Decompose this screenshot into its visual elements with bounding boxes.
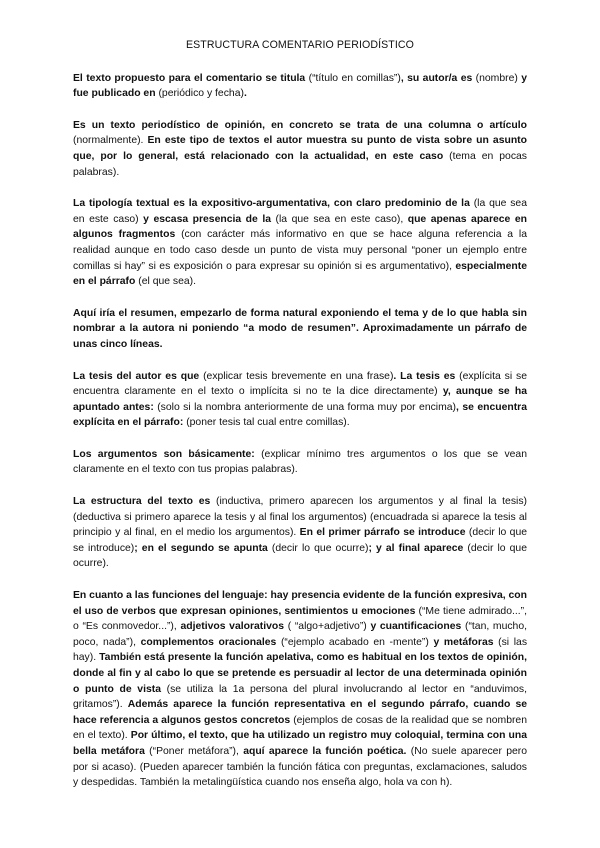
bold-text-run: . bbox=[243, 88, 247, 100]
text-run: (normalmente). bbox=[73, 135, 148, 147]
text-run: (periódico y fecha) bbox=[158, 88, 244, 100]
bold-text-run: En el primer párrafo se introduce bbox=[299, 527, 469, 539]
text-run: (si las hay). bbox=[73, 636, 528, 664]
paragraph-language-functions bbox=[73, 588, 527, 791]
bold-text-run: , su autor/a es bbox=[400, 72, 476, 84]
text-run: (explicar tesis brevemente en una frase) bbox=[203, 370, 394, 382]
bold-text-run: Los argumentos son básicamente: bbox=[73, 448, 262, 460]
text-run: (poner tesis tal cual entre comillas). bbox=[186, 417, 350, 429]
text-run: (No suele aparecer pero por si acaso). (Pueden aparecer también la función fática con preguntas, exclamaciones, saludos y despedidas. También la metalingüística cuando nos enseña algo, hola va con h). bbox=[73, 745, 528, 789]
bold-text-run: y cuantificaciones bbox=[370, 621, 465, 633]
text-run: (la que sea en este caso) bbox=[73, 198, 527, 225]
bold-text-run: La estructura del texto es bbox=[73, 496, 217, 508]
paragraph-summary bbox=[73, 306, 527, 353]
text-run: ( “algo+adjetivo”) bbox=[287, 621, 371, 633]
paragraph-intro bbox=[73, 71, 527, 102]
bold-text-run: En cuanto a las funciones del lenguaje: hay presencia evidente de la función expresiva, con el uso de verbos que expresan opiniones, sentimientos u emociones bbox=[73, 590, 527, 617]
text-run: (decir lo que ocurre) bbox=[271, 542, 369, 554]
bold-text-run: , se encuentra explícita en el párrafo: bbox=[73, 401, 527, 429]
bold-text-run: y metáforas bbox=[433, 636, 499, 648]
paragraph-arguments bbox=[73, 447, 527, 478]
bold-text-run: complementos oracionales bbox=[140, 636, 281, 648]
text-run: (explicar mínimo tres argumentos o los que se vean claramente en el texto con tus propias palabras). bbox=[73, 448, 527, 476]
bold-text-run: aquí aparece la función poética. bbox=[243, 745, 411, 757]
text-run: (tema en pocas palabras). bbox=[73, 150, 527, 178]
paragraph-typology bbox=[73, 196, 527, 290]
bold-text-run: que apenas aparece en algunos fragmentos bbox=[73, 213, 527, 241]
text-run: (ejemplos de cosas de la realidad que se nombren en el texto). bbox=[73, 714, 527, 742]
bold-text-run: Por último, el texto, que ha utilizado un registro muy coloquial, termina con una bella metáfora bbox=[73, 730, 527, 757]
text-run: (decir lo que ocurre). bbox=[73, 542, 527, 570]
bold-text-run: ; y al final aparece bbox=[368, 542, 468, 554]
paragraph-thesis bbox=[73, 369, 527, 431]
paragraph-genre bbox=[73, 118, 527, 180]
text-run: (la que sea en este caso), bbox=[275, 213, 408, 225]
text-run: (“ejemplo acabado en -mente”) bbox=[280, 636, 434, 648]
bold-text-run: ; en el segundo se apunta bbox=[134, 542, 272, 554]
bold-text-run: También está presente la función apelativa, como es habitual en los textos de opinión, donde al fin y al cabo lo que se pretende es persuadir al lector de una determinada opinión o punto de vista bbox=[73, 652, 527, 695]
bold-text-run: y escasa presencia de la bbox=[143, 213, 276, 225]
bold-text-run: y fue publicado en bbox=[73, 72, 527, 100]
document-body bbox=[73, 71, 527, 791]
text-run: (decir lo que se introduce) bbox=[73, 527, 527, 554]
bold-text-run: En este tipo de textos el autor muestra su punto de vista sobre un asunto que, por lo general, está relacionado con la actualidad, en este caso bbox=[73, 135, 527, 162]
text-run: (“Me tiene admirado...”, o “Es conmovedor...”), bbox=[73, 605, 527, 633]
text-run: (el que sea). bbox=[138, 276, 197, 288]
bold-text-run: adjetivos valorativos bbox=[180, 621, 288, 633]
bold-text-run: La tesis del autor es que bbox=[73, 370, 204, 382]
text-run: (inductiva, primero aparecen los argumentos y al final la tesis) (deductiva si primero aparece la tesis y al final los argumentos) (encuadrada si aparece la tesis al principio y al final, en el medio los argumentos). bbox=[73, 496, 527, 539]
text-run: (“tan, mucho, poco, nada”), bbox=[73, 621, 527, 648]
text-run: (explícita si se encuentra claramente en el texto o implícita si no te la dice directamente) bbox=[73, 370, 527, 398]
text-run: (“título en comillas”) bbox=[308, 72, 401, 84]
bold-text-run: especialmente en el párrafo bbox=[73, 260, 527, 288]
paragraph-structure bbox=[73, 494, 527, 572]
text-run: (con carácter más informativo en que se hace alguna referencia a la realidad aunque en todo caso desde un punto de vista muy personal “poner un ejemplo entre comillas si hay” si es exposición o para expresar su opinión si es argumentativo), bbox=[73, 229, 527, 272]
document-title: ESTRUCTURA COMENTARIO PERIODÍSTICO bbox=[185, 39, 415, 51]
bold-text-run: Es un texto periodístico de opinión, en concreto se trata de una columna o artículo bbox=[73, 119, 527, 131]
text-run: (se utiliza la 1a persona del plural involucrando al lector en “anduvimos, gritamos”). bbox=[73, 683, 527, 711]
bold-text-run: . La tesis es bbox=[393, 370, 460, 382]
bold-text-run: La tipología textual es la expositivo-argumentativa, con claro predominio de la bbox=[73, 198, 474, 210]
text-run: (“Poner metáfora”), bbox=[149, 745, 244, 757]
bold-text-run: Además aparece la función representativa en el segundo párrafo, cuando se hace referencia a algunos gestos concretos bbox=[73, 699, 527, 726]
bold-text-run: Aquí iría el resumen, empezarlo de forma natural exponiendo el tema y de lo que habla sin nombrar a la autora ni poniendo “a modo de resumen”. Aproximadamente un párrafo de unas cinco líneas. bbox=[73, 307, 527, 350]
text-run: (nombre) bbox=[475, 72, 522, 84]
text-run: (solo si la nombra anteriormente de una forma muy por encima) bbox=[157, 401, 457, 413]
bold-text-run: y, aunque se ha apuntado antes: bbox=[73, 386, 528, 413]
bold-text-run: El texto propuesto para el comentario se titula bbox=[73, 72, 309, 84]
